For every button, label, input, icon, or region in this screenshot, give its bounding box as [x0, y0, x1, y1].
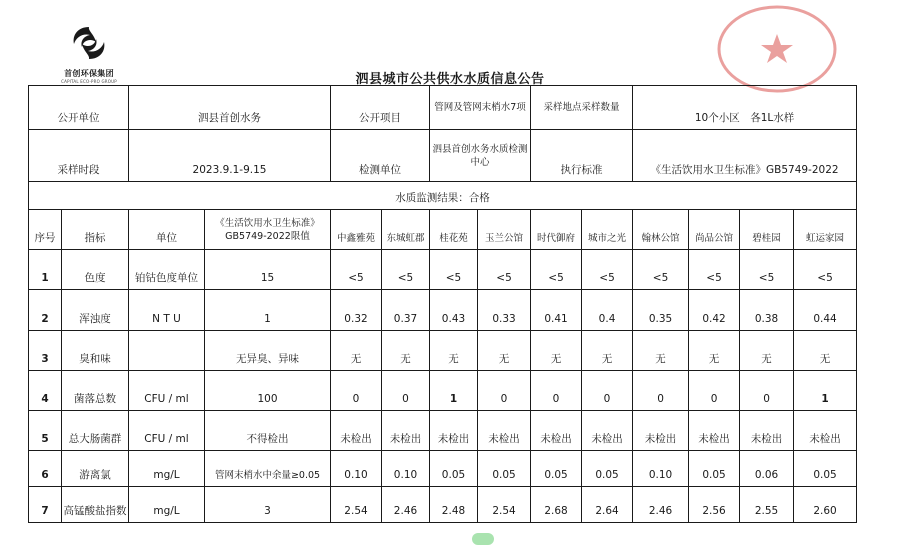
cell-value: 2.54	[331, 487, 382, 523]
result-row	[29, 182, 857, 210]
cell-value: 无	[582, 331, 633, 371]
cell-value: 2.54	[478, 487, 531, 523]
cell-value: 未检出	[633, 411, 689, 451]
cell-value: 0	[382, 371, 430, 411]
cell-value: 0.42	[689, 290, 740, 331]
header-site-7: 翰林公馆	[633, 210, 689, 250]
cell-value: 0.41	[531, 290, 582, 331]
water-quality-table	[28, 85, 856, 541]
header-site-8: 尚品公馆	[689, 210, 740, 250]
cell-value: 无	[331, 331, 382, 371]
cell-value: 2.60	[794, 487, 857, 523]
logo-swirl-icon	[66, 24, 112, 62]
cell-value: 0.05	[531, 451, 582, 487]
header-site-3: 桂花苑	[430, 210, 478, 250]
indicator-name: 臭和味	[62, 331, 129, 371]
label-test-lab: 检测单位	[331, 130, 430, 182]
header-limit: 《生活饮用水卫生标准》GB5749-2022限值	[205, 210, 331, 250]
cell-value: 未检出	[582, 411, 633, 451]
sample-site: 10个小区 各1L水样	[633, 86, 857, 130]
cell-value: 无	[478, 331, 531, 371]
indicator-unit: CFU / ml	[129, 371, 205, 411]
cell-value: 0	[531, 371, 582, 411]
label-sample-site: 采样地点采样数量	[531, 86, 633, 130]
cell-value: 0.44	[794, 290, 857, 331]
cell-value: 未检出	[478, 411, 531, 451]
cell-value: 0	[633, 371, 689, 411]
logo-subtext: CAPITAL ECO-PRO GROUP	[61, 79, 117, 84]
monitoring-result: 水质监测结果：合格	[29, 182, 857, 210]
cell-value: 2.55	[740, 487, 794, 523]
cell-value: 0.32	[331, 290, 382, 331]
cell-value: 0	[478, 371, 531, 411]
cell-value: 无	[794, 331, 857, 371]
indicator-name: 菌落总数	[62, 371, 129, 411]
cell-value: 0.10	[331, 451, 382, 487]
table-body	[29, 250, 857, 523]
cell-value: 1	[794, 371, 857, 411]
cell-value: 0.35	[633, 290, 689, 331]
standard-limit: 1	[205, 290, 331, 331]
cell-value: 0	[331, 371, 382, 411]
cell-value: 无	[633, 331, 689, 371]
cell-value: 未检出	[430, 411, 478, 451]
table-row	[29, 451, 857, 487]
publish-unit: 泗县首创水务	[129, 86, 331, 130]
indicator-unit: CFU / ml	[129, 411, 205, 451]
label-publish-item: 公开项目	[331, 86, 430, 130]
cell-value: 0.38	[740, 290, 794, 331]
cell-value: 0.4	[582, 290, 633, 331]
cell-value: <5	[531, 250, 582, 290]
cell-value: 未检出	[794, 411, 857, 451]
cell-value: <5	[430, 250, 478, 290]
cell-value: 0	[689, 371, 740, 411]
row-number: 5	[29, 411, 62, 451]
cell-value: 未检出	[531, 411, 582, 451]
info-row-2	[29, 130, 857, 182]
header-site-10: 虹运家园	[794, 210, 857, 250]
cell-value: <5	[331, 250, 382, 290]
cell-value: 2.64	[582, 487, 633, 523]
indicator-unit: mg/L	[129, 487, 205, 523]
header-no: 序号	[29, 210, 62, 250]
cell-value: 2.46	[633, 487, 689, 523]
indicator-name: 高锰酸盐指数	[62, 487, 129, 523]
cell-value: <5	[794, 250, 857, 290]
cell-value: 0.10	[382, 451, 430, 487]
table-row	[29, 290, 857, 331]
green-mark	[472, 533, 494, 545]
cell-value: 0.43	[430, 290, 478, 331]
cell-value: 0.10	[633, 451, 689, 487]
indicator-name: 总大肠菌群	[62, 411, 129, 451]
cell-value: 2.48	[430, 487, 478, 523]
row-number: 4	[29, 371, 62, 411]
standard: 《生活饮用水卫生标准》GB5749-2022	[633, 130, 857, 182]
header-site-1: 中鑫雅苑	[331, 210, 382, 250]
header-site-2: 东城虹郡	[382, 210, 430, 250]
cell-value: 0.37	[382, 290, 430, 331]
document-title: 泗县城市公共供水水质信息公告	[355, 72, 545, 87]
cell-value: 0.05	[582, 451, 633, 487]
cell-value: <5	[740, 250, 794, 290]
standard-limit: 100	[205, 371, 331, 411]
cell-value: 0.05	[794, 451, 857, 487]
indicator-unit	[129, 331, 205, 371]
row-number: 7	[29, 487, 62, 523]
cell-value: 0.05	[689, 451, 740, 487]
cell-value: 1	[430, 371, 478, 411]
row-number: 6	[29, 451, 62, 487]
standard-limit: 3	[205, 487, 331, 523]
header-site-9: 碧桂园	[740, 210, 794, 250]
table-row	[29, 487, 857, 523]
standard-limit: 管网末梢水中余量≥0.05	[205, 451, 331, 487]
table-row	[29, 250, 857, 290]
cell-value: 0.06	[740, 451, 794, 487]
table-row	[29, 331, 857, 371]
header-unit: 单位	[129, 210, 205, 250]
label-sample-period: 采样时段	[29, 130, 129, 182]
row-number: 1	[29, 250, 62, 290]
cell-value: 0.05	[430, 451, 478, 487]
standard-limit: 15	[205, 250, 331, 290]
table-row	[29, 371, 857, 411]
cell-value: 未检出	[689, 411, 740, 451]
cell-value: 0	[582, 371, 633, 411]
indicator-unit: N T U	[129, 290, 205, 331]
indicator-name: 游离氯	[62, 451, 129, 487]
indicator-unit: mg/L	[129, 451, 205, 487]
label-publish-unit: 公开单位	[29, 86, 129, 130]
publish-item: 管网及管网末梢水7项	[430, 86, 531, 130]
table-header-row	[29, 210, 857, 250]
cell-value: <5	[478, 250, 531, 290]
label-standard: 执行标准	[531, 130, 633, 182]
logo-text: 首创环保集团	[64, 69, 114, 78]
cell-value: 0.05	[478, 451, 531, 487]
sample-period: 2023.9.1-9.15	[129, 130, 331, 182]
test-lab: 泗县首创水务水质检测中心	[430, 130, 531, 182]
row-number: 3	[29, 331, 62, 371]
indicator-name: 浑浊度	[62, 290, 129, 331]
standard-limit: 不得检出	[205, 411, 331, 451]
info-row-1	[29, 86, 857, 130]
cell-value: 未检出	[331, 411, 382, 451]
cell-value: 0	[740, 371, 794, 411]
header-site-5: 时代御府	[531, 210, 582, 250]
cell-value: <5	[633, 250, 689, 290]
header-site-6: 城市之光	[582, 210, 633, 250]
cell-value: 未检出	[740, 411, 794, 451]
standard-limit: 无异臭、异味	[205, 331, 331, 371]
cell-value: <5	[382, 250, 430, 290]
cell-value: 无	[740, 331, 794, 371]
cell-value: 2.56	[689, 487, 740, 523]
table-row	[29, 411, 857, 451]
cell-value: 无	[430, 331, 478, 371]
header-indicator: 指标	[62, 210, 129, 250]
cell-value: 2.46	[382, 487, 430, 523]
cell-value: 无	[689, 331, 740, 371]
cell-value: 无	[531, 331, 582, 371]
cell-value: <5	[689, 250, 740, 290]
row-number: 2	[29, 290, 62, 331]
header-site-4: 玉兰公馆	[478, 210, 531, 250]
indicator-name: 色度	[62, 250, 129, 290]
cell-value: <5	[582, 250, 633, 290]
indicator-unit: 铂钴色度单位	[129, 250, 205, 290]
cell-value: 0.33	[478, 290, 531, 331]
cell-value: 2.68	[531, 487, 582, 523]
cell-value: 无	[382, 331, 430, 371]
cell-value: 未检出	[382, 411, 430, 451]
